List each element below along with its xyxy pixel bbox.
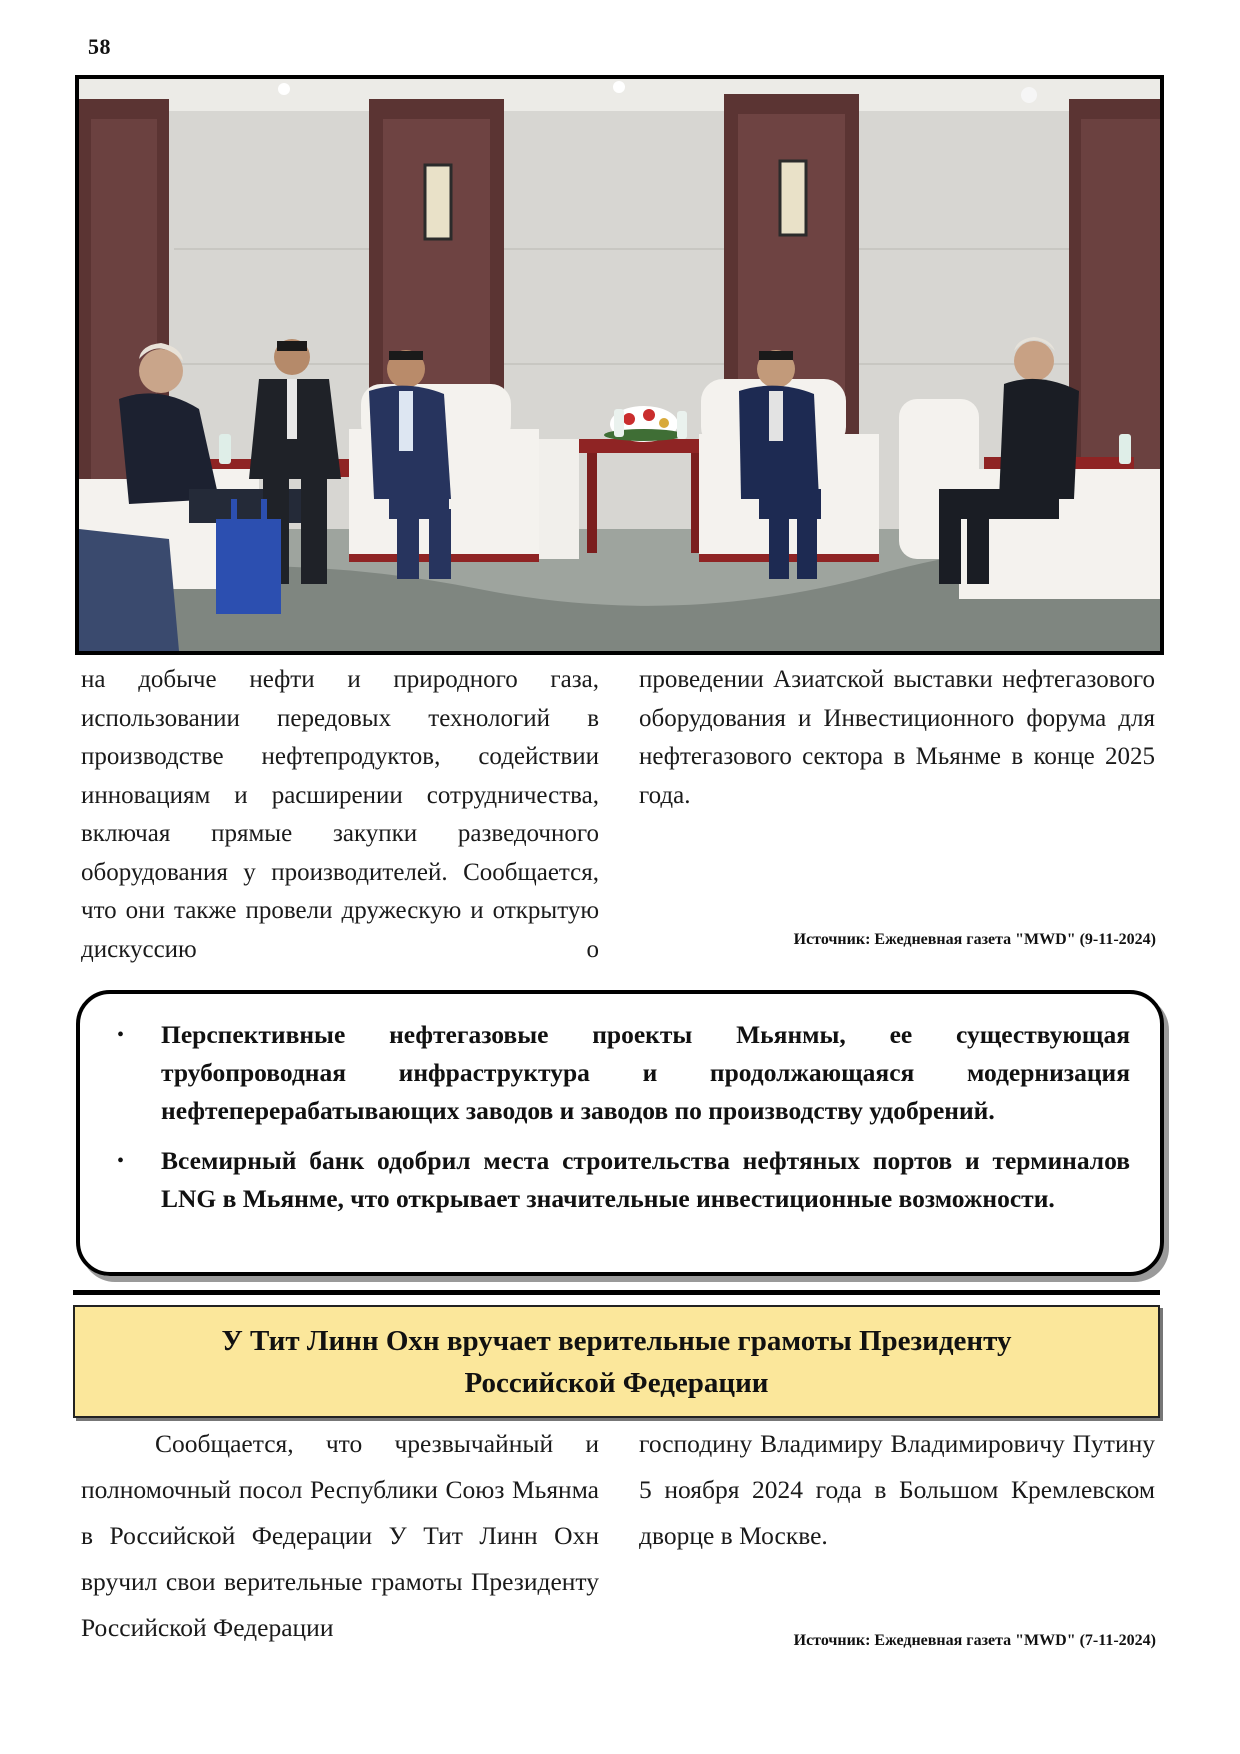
- article1-left-column: [81, 661, 599, 969]
- highlight-item-text: Всемирный банк одобрил места строительства нефтяных портов и терминалов LNG в Мьянме, что открывает значительные инвестиционные возможности.: [161, 1146, 1130, 1213]
- highlights-list: [117, 1016, 1130, 1218]
- meeting-photo: [75, 75, 1164, 655]
- article1-source: Источник: Ежедневная газета "MWD" (9-11-2024): [793, 931, 1156, 948]
- highlight-item: [117, 1142, 1130, 1218]
- highlight-item-text: Перспективные нефтегазовые проекты Мьянмы, ее существующая трубопроводная инфраструктура и продолжающаяся модернизация нефтеперерабатывающих заводов и заводов по производству удобрений.: [161, 1020, 1130, 1125]
- article2-left-text: Сообщается, что чрезвычайный и полномочный посол Республики Союз Мьянма в Российской Федерации У Тит Линн Охн вручил свои верительные грамоты Президенту Российской Федерации: [81, 1429, 599, 1642]
- article2-headline-line2: Российской Федерации: [464, 1366, 769, 1399]
- page-number: 58: [88, 34, 111, 59]
- article2-headline-line1: У Тит Линн Охн вручает верительные грамоты Президенту: [221, 1324, 1012, 1357]
- article1-right-text: проведении Азиатской выставки нефтегазового оборудования и Инвестиционного форума для нефтегазового сектора в Мьянме в конце 2025 года.: [639, 666, 1155, 809]
- article2-source: Источник: Ежедневная газета "MWD" (7-11-2024): [793, 1632, 1156, 1649]
- meeting-photo-icon: [79, 79, 1160, 651]
- bullet-icon: •: [117, 1150, 125, 1172]
- highlights-box: [76, 990, 1164, 1276]
- article2-headline: [73, 1305, 1160, 1418]
- article2-right-column: [639, 1421, 1155, 1559]
- highlight-item: [117, 1016, 1130, 1130]
- section-divider: [73, 1290, 1160, 1295]
- article2-left-column: [81, 1421, 599, 1651]
- article2-right-text: господину Владимиру Владимировичу Путину 5 ноября 2024 года в Большом Кремлевском дворце в Москве.: [639, 1429, 1155, 1550]
- article1-left-text: на добыче нефти и природного газа, использовании передовых технологий в производстве нефтепродуктов, содействии инновациям и расширении сотрудничества, включая прямые закупки разведочного оборудования у производителей. Сообщается, что они также провели дружескую и открытую дискуссию о: [81, 666, 599, 963]
- bullet-icon: •: [117, 1024, 125, 1046]
- article1-right-column: [639, 661, 1155, 815]
